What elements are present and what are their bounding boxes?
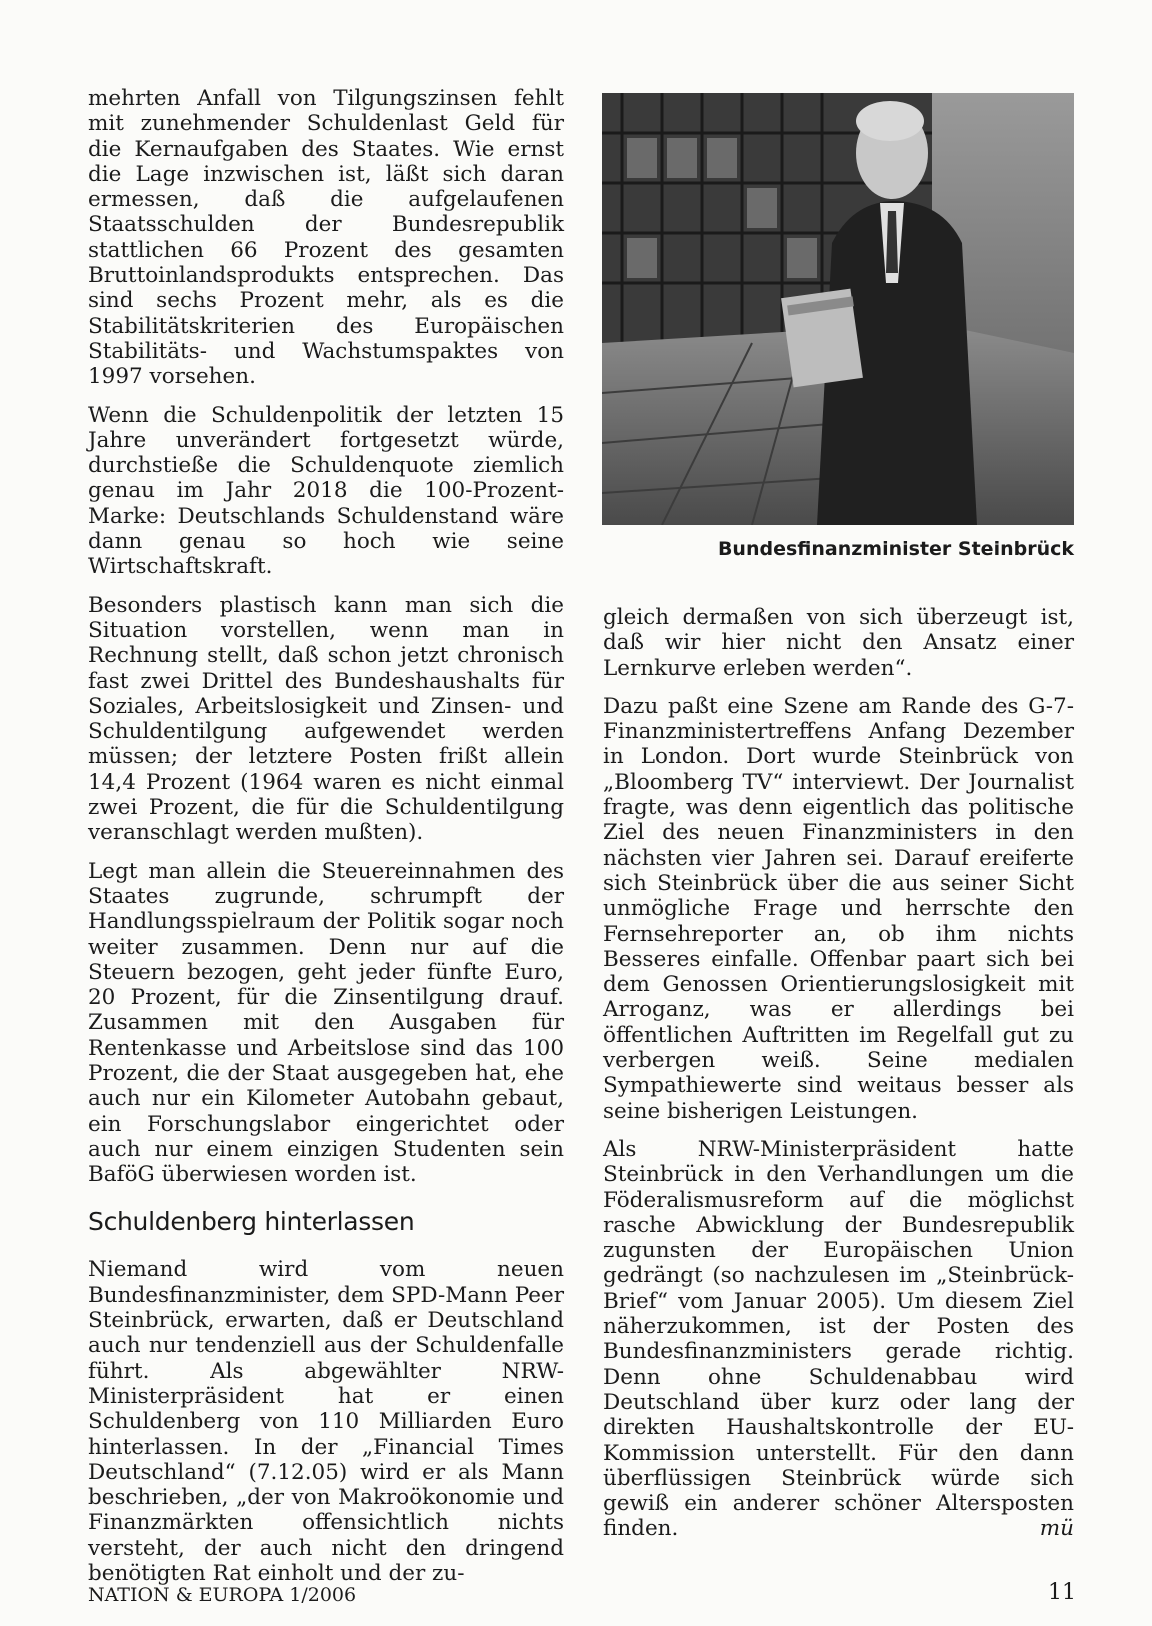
page-number: 11 [1048,1580,1076,1605]
photo [602,93,1074,525]
left-column [88,86,564,1586]
paragraph: gleich dermaßen von sich überzeugt ist, daß wir hier nicht den Ansatz einer Lernkurve erleben werden“. [603,605,1074,681]
right-column [603,605,1074,1542]
photo-image [602,93,1074,525]
section-heading: Schuldenberg hinterlassen [88,1207,415,1237]
paragraph-text: Als NRW-Ministerpräsident hatte Steinbrück in den Verhandlungen um die Föderalismusreform auf die möglichst rasche Abwicklung der Bundesrepublik zugunsten der Europäischen Union gedrängt (so nachzulesen im „Steinbrück-Brief“ vom Januar 2005). Um diesem Ziel näherzukommen, ist der Posten des Bundesfinanzministers gerade richtig. Denn ohne Schuldenabbau wird Deutschland über kurz oder lang der direkten Haushaltskontrolle der EU-Kommission unterstellt. Für den dann überflüssigen Steinbrück würde sich gewiß ein anderer schöner Altersposten finden. [603,1136,1074,1542]
paragraph: Wenn die Schuldenpolitik der letzten 15 Jahre unverändert fortgesetzt würde, durchstieße die Schuldenquote ziemlich genau im Jahr 2018 die 100-Prozent-Marke: Deutschlands Schuldenstand wäre dann genau so hoch wie seine Wirtschaftskraft. [88,402,564,580]
paragraph [603,1137,1074,1542]
author-signature: mü [1039,1516,1074,1542]
paragraph: Legt man allein die Steuereinnahmen des Staates zugrunde, schrumpft der Handlungsspielraum der Politik sogar noch weiter zusammen. Denn nur auf die Steuern bezogen, geht jeder fünfte Euro, 20 Prozent, für die Zinsentilgung drauf. Zusammen mit den Ausgaben für Rentenkasse und Arbeitslose sind das 100 Prozent, die der Staat ausgegeben hat, ehe auch nur ein Kilometer Autobahn gebaut, ein Forschungslabor eingerichtet oder auch nur einem einzigen Studenten sein BaföG überwiesen worden ist. [88,858,564,1188]
paragraph: mehrten Anfall von Tilgungszinsen fehlt mit zunehmender Schuldenlast Geld für die Kernaufgaben des Staates. Wie ernst die Lage inzwischen ist, läßt sich daran ermessen, daß die aufgelaufenen Staatsschulden der Bundesrepublik stattlichen 66 Prozent des gesamten Bruttoinlandsprodukts entsprechen. Das sind sechs Prozent mehr, als es die Stabilitätskriterien des Europäischen Stabilitäts- und Wachstumspaktes von 1997 vorsehen. [88,86,564,390]
paragraph: Niemand wird vom neuen Bundesfinanzminister, dem SPD-Mann Peer Steinbrück, erwarten, daß er Deutschland auch nur tendenziell aus der Schuldenfalle führt. Als abgewählter NRW-Ministerpräsident hat er einen Schuldenberg von 110 Milliarden Euro hinterlassen. In der „Financial Times Deutschland“ (7.12.05) wird er als Mann beschrieben, „der von Makroökonomie und Finanzmärkten offensichtlich nichts versteht, der auch nicht den dringend benötigten Rat einholt und der zu- [88,1257,564,1587]
publication-footer: NATION & EUROPA 1/2006 [88,1584,357,1606]
paragraph: Besonders plastisch kann man sich die Situation vorstellen, wenn man in Rechnung stellt, daß schon jetzt chronisch fast zwei Drittel des Bundeshaushalts für Soziales, Arbeitslosigkeit und Zinsen- und Schuldentilgung aufgewendet werden müssen; der letztere Posten frißt allein 14,4 Prozent (1964 waren es nicht einmal zwei Prozent, die für die Schuldentilgung veranschlagt werden mußten). [88,592,564,846]
photo-caption: Bundesfinanzminister Steinbrück [717,538,1074,560]
paragraph: Dazu paßt eine Szene am Rande des G-7-Finanzministertreffens Anfang Dezember in London. Dort wurde Steinbrück von „Bloomberg TV“ interviewt. Der Journalist fragte, was denn eigentlich das politische Ziel des neuen Finanzministers in den nächsten vier Jahren sei. Darauf ereiferte sich Steinbrück über die aus seiner Sicht unmögliche Frage und herrschte den Fernsehreporter an, ob ihm nichts Besseres einfalle. Offenbar paart sich bei dem Genossen Orientierungslosigkeit mit Arroganz, was er allerdings bei öffentlichen Auftritten im Regelfall gut zu verbergen weiß. Seine medialen Sympathiewerte sind weitaus besser als seine bisherigen Leistungen. [603,693,1074,1124]
